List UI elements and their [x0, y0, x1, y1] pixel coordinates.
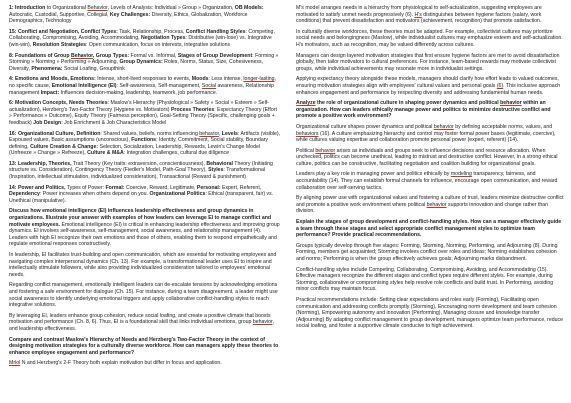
left-paragraph: 4: Emotions and Moods, Emotions: Intense, short-lived responses to events, Moods: Less intense, longer-lasting, no specific cause, Emotional Intelligence (EI): Self-awareness, Self-management, Social awareness, Relationship management Impact: Influences decision-making, leadership, teamwork, job performance.	[9, 76, 277, 96]
left-paragraph: Compare and contrast Maslow's Hierarchy of Needs and Herzberg's Two-Factor Theory in the context of designing motivation strategies for a culturally diverse workforce. How can managers apply these theories to enhance employee engagement and performance?	[9, 336, 279, 356]
right-paragraph: Managers can design layered motivation strategies that first ensure hygiene factors are met to avoid dissatisfaction globally, then tailor motivators to cultural preferences. For instance, team-based rewards may motivate collectivist groups, while individual achievements may resonate more in individualist settings.	[296, 52, 560, 72]
right-paragraph: Applying expectancy theory alongside these models, managers should clarify how effort leads to valued outcomes, ensuring motivation strategies align with employees' cultural values and personal goals (6). This inclusive approach enhances engagement and performance by respecting diversity and addressing fundamental human needs.	[296, 76, 561, 96]
right-paragraph: Leaders play a key role in managing power and politics ethically by modeling transparency, fairness, and accountability (14). They can establish formal channels for influence, encourage open communication, and reward collaboration over self-serving tactics.	[296, 171, 558, 191]
right-paragraph: In culturally diverse workforces, these theories must be adapted. For example, collectivist cultures may prioritize social needs and belongingness (Maslow), while individualist cultures may emphasize esteem and self-actualization. H's motivators, such as recognition, may be valued differently across cultures.	[296, 28, 563, 48]
left-paragraph: Discuss how emotional intelligence (EI) influences leadership effectiveness and group dynamics in organizations. Illustrate your answer with examples of how leaders can leverage EI to manage conflict and motivate employees. Emotional intelligence (EI) is critical in enhancing leadership effectiveness and improving group dynamics. EI involves self-awareness, self-management, social awareness, and relationship management (4). Leaders with high EI recognize their own emotions and those of others, enabling them to respond empathetically and regulate emotional responses constructively.	[9, 208, 280, 248]
left-paragraph: Regarding conflict management, emotionally intelligent leaders can de-escalate tensions by acknowledging emotions and fostering a safe environment for dialogue (Ch. 15). For instance, during a team disagreement, a leader might use social awareness to identify underlying emotional triggers and apply collaborative conflict-handling styles to reach integrative solutions.	[9, 282, 278, 309]
right-paragraph: Explain the stages of group development and conflict-handling styles. How can a manager effectively guide a team through these stages and select appropriate conflict management styles to optimize team performance? Provide practical recommendations.	[296, 219, 562, 239]
right-paragraph: Practical recommendations include: Setting clear expectations and roles early (Forming), Facilitating open communication and addressing conflicts promptly (Storming), Encouraging norm development and team cohesion (Norming), Empowering autonomy and innovation (Performing), Managing closure and knowledge transfer (Adjourning) By adapting conflict management to group development, managers optimize team performance, reduce social loafing, and foster a supportive climate conducive to high achievement.	[296, 296, 564, 330]
right-paragraph: Analyze the role of organizational culture in shaping power dynamics and political behavior within an organization. How can leaders ethically manage power and politics to minimize destructive conflict and promote a positive work environment?	[296, 100, 551, 120]
left-paragraph: 8: Foundations of Group Behavior, Group Types: Formal vs. Informal, Stages of Group Development: Forming » Storming » Norming » Performing » Adjourning, Group Dynamics: Roles, Norms, Status, Size, Cohesiveness, Diversity, Phenomena: Social Loafing, Groupthink	[9, 52, 279, 72]
right-column	[296, 5, 564, 334]
left-paragraph: 1: Introduction to Organizational Behavior, Levels of Analysis: Individual » Group » Organization, OB Models: Autocratic, Custodial, Supportive, Collegial, Key Challenges: Diversity, Ethics, Globalization, Workforce Demographics, Technology	[9, 5, 264, 25]
right-paragraph: Organizational culture shapes power dynamics and political behavior by defining acceptable norms, values, and behaviors (16). A culture emphasizing hierarchy and control may foster formal power bases (legitimate, coercive), while cultures valuing expertise and collaboration promote personal power (expert, referent) (14).	[296, 123, 556, 144]
right-paragraph: By aligning power use with organizational values and fostering a culture of trust, leaders minimize destructive conflict and promote a positive work environment where political behavior supports innovation and change rather than division.	[296, 195, 564, 215]
left-paragraph: 15: Conflict and Negotiation, Conflict Types: Task, Relationship, Process, Conflict Handling Styles: Competing, Collaborating, Compromising, Avoiding, Accommodating, Negotiation Types: Distributive (win-lose) vs. Integrative (win-win), Resolution Strategies: Open communication, focus on interests, integrative solutions	[9, 28, 275, 48]
right-paragraph: Conflict-handling styles include Competing, Collaborating, Compromising, Avoiding, and Accommodating (15). Effective managers recognize the different stages and conflict types require different styles. For example, during Storming, collaborative or compromising styles help resolve role conflicts and build trust. In Performing, avoiding minor conflicts may maintain focus.	[296, 266, 554, 293]
left-paragraph: 16: Organizational Culture, Definition: Shared values, beliefs, norms influencing behavior, Levels: Artifacts (visible), Espoused values, Basic assumptions (unconscious), Functions: Identity, Commitment, Social stability, Boundary defining, Culture Creation & Change: Selection, Socialization, Leadership, Rewards, Lewin's Change Model (Unfreeze » Change » Refreeze), Culture & M&A: Integration challenges, cultural due diligence	[9, 130, 281, 157]
left-paragraph: In leadership, EI facilitates trust-building and open communication, which are essential for motivating employees and navigating complex interpersonal dynamics (Ch. 13). For example, a transformational leader uses EI to inspire and intellectually stimulate followers, while also providing individualized consideration tailored to employees' emotional needs.	[9, 252, 277, 278]
right-paragraph: M's model arranges needs in a hierarchy from physiological to self-actualization, suggesting employees are motivated to satisfy unmet needs progressively (6). H's distinguishes between hygiene factors (salary, work conditions) that prevent dissatisfaction and motivators (achievement, recognition) that promote satisfaction.	[296, 5, 542, 25]
left-column	[9, 5, 281, 371]
right-paragraph: Political behavior arises as individuals and groups seek to influence decisions and resource allocation. When unchecked, politics can become unethical, leading to mistrust and destructive conflict. However, in a strong ethical culture, politics can be constructive, facilitating negotiation and coalition building for organizational goals.	[296, 147, 558, 167]
left-paragraph: 14: Power and Politics, Types of Power: Formal: Coercive, Reward, Legitimate, Personal: Expert, Referent, Dependency: Power increases when others depend on you. Organizational Politics: Ethical (transparent, fair) vs. Unethical (manipulative).	[9, 184, 274, 204]
right-paragraph: Groups typically develop through five stages: Forming, Storming, Norming, Performing, and Adjourning (8). During Forming, members get acquainted; Storming involves conflict over roles and ideas; Norming establishes cohesion and norms; Performing is when the group effectively achieves goals; Adjourning marks disbandment.	[296, 242, 558, 262]
left-paragraph: Mrlol N and Herzberg's 2-F Theory both explain motivation but differ in focus and application.	[9, 360, 222, 367]
left-paragraph: 6: Motivation Concepts, Needs Theories: Maslow's Hierarchy (Physiological » Safety » Social » Esteem » Self-actualization), Herzberg's Two-Factor Theory (Hygiene vs. Motivators) Process Theories: Expectancy Theory (Effort » Performance » Outcome), Equity Theory (Fairness perception), Goal-Setting Theory (Specific, challenging goals + feedback) Job Design: Job Enrichment & Job Characteristics Model	[9, 100, 277, 126]
left-paragraph: By leveraging EI, leaders enhance group cohesion, reduce social loafing, and create a positive climate that boosts motivation and performance (Ch. 8, 6). Thus, EI is a foundational skill that links individual emotions, group behavior, and leadership effectiveness.	[9, 312, 274, 332]
left-paragraph: 13: Leadership, Theories, Trait Theory (Key traits: extraversion, conscientiousness), Behavioral Theory (Initiating structure vs. Consideration), Contingency Theory (Fiedler's Model, Path-Goal Theory), Styles: Transformational (Inspiration, intellectual stimulation, individualized consideration), Transactional (Reward & punishment)	[9, 160, 273, 181]
